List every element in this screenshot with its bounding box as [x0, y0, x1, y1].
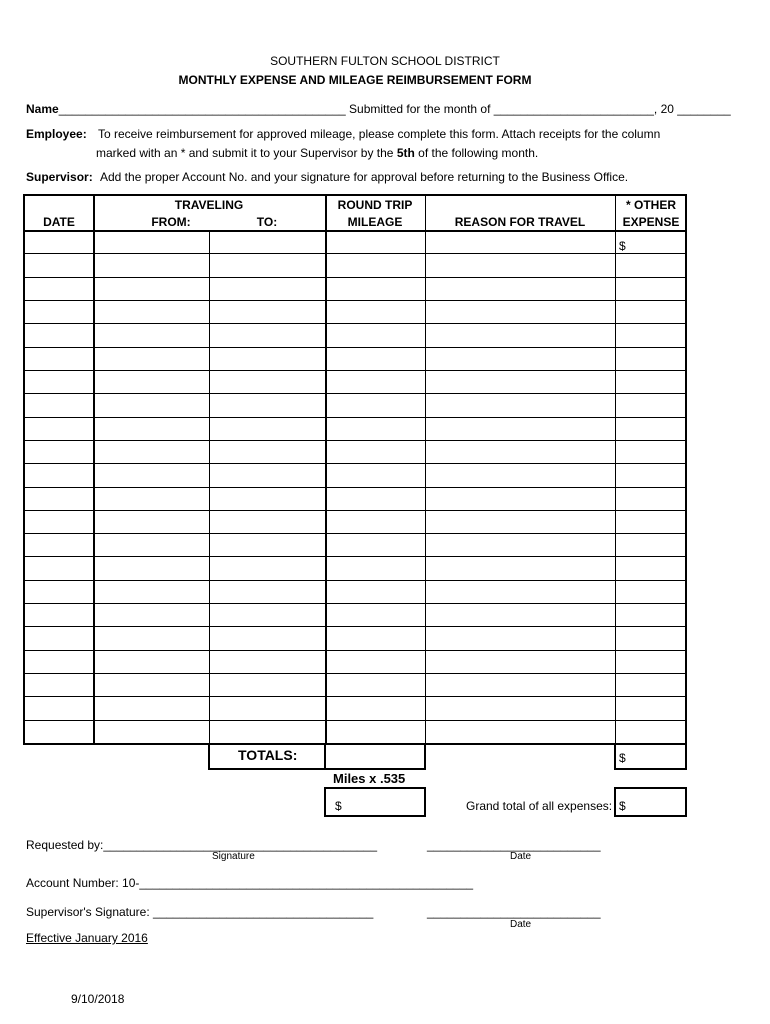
other-expense-cell[interactable] — [617, 489, 683, 508]
total-other-expense-field[interactable] — [614, 743, 687, 770]
row-divider — [25, 533, 685, 534]
other-expense-cell[interactable] — [617, 325, 683, 344]
reason-cell[interactable] — [427, 722, 613, 741]
column-divider — [615, 196, 616, 743]
row-divider — [25, 626, 685, 627]
total-dollar-sign: $ — [619, 751, 626, 765]
signature-caption: Signature — [212, 851, 255, 862]
header-expense: EXPENSE — [622, 215, 680, 229]
mileage-cell[interactable] — [327, 302, 423, 321]
to-cell[interactable] — [211, 419, 323, 438]
expense-table — [23, 194, 687, 745]
from-cell[interactable] — [95, 255, 207, 274]
to-cell[interactable] — [211, 465, 323, 484]
supervisor-instructions: Add the proper Account No. and your signature for approval before returning to the Business Office. — [100, 170, 629, 184]
mileage-cell[interactable] — [327, 279, 423, 298]
reason-cell[interactable] — [427, 419, 613, 438]
header-reason: REASON FOR TRAVEL — [454, 215, 586, 229]
date-cell[interactable] — [27, 489, 91, 508]
date-cell[interactable] — [27, 722, 91, 741]
name-row — [26, 102, 731, 116]
from-cell[interactable] — [95, 489, 207, 508]
date-cell[interactable] — [27, 512, 91, 531]
name-label: Name — [26, 102, 59, 116]
mileage-cell[interactable] — [327, 558, 423, 577]
from-cell[interactable] — [95, 512, 207, 531]
reason-cell[interactable] — [427, 675, 613, 694]
from-cell[interactable] — [95, 302, 207, 321]
to-cell[interactable] — [211, 582, 323, 601]
instructions-text-b: of the following month. — [414, 146, 539, 160]
from-cell[interactable] — [95, 465, 207, 484]
totals-label: TOTALS: — [238, 747, 298, 763]
date-cell[interactable] — [27, 302, 91, 321]
date-cell[interactable] — [27, 675, 91, 694]
other-expense-cell[interactable] — [617, 395, 683, 414]
row-divider — [25, 720, 685, 721]
mileage-cell[interactable] — [327, 465, 423, 484]
to-cell[interactable] — [211, 558, 323, 577]
mileage-cell[interactable] — [327, 325, 423, 344]
date-cell[interactable] — [27, 698, 91, 717]
from-cell[interactable] — [95, 349, 207, 368]
mileage-cell[interactable] — [327, 535, 423, 554]
to-cell[interactable] — [211, 535, 323, 554]
date-cell[interactable] — [27, 628, 91, 647]
mileage-cell[interactable] — [327, 582, 423, 601]
date-cell[interactable] — [27, 419, 91, 438]
to-cell[interactable] — [211, 675, 323, 694]
other-expense-cell[interactable] — [617, 349, 683, 368]
name-field[interactable]: ___________________________________________ — [58, 102, 346, 116]
grand-total-field[interactable] — [614, 787, 687, 817]
row-divider — [25, 300, 685, 301]
supervisor-date-caption: Date — [510, 919, 532, 930]
mileage-cell[interactable] — [327, 372, 423, 391]
mileage-cell[interactable] — [327, 442, 423, 461]
request-date-field[interactable]: __________________________ — [427, 838, 601, 852]
from-cell[interactable] — [95, 558, 207, 577]
supervisor-signature-field[interactable]: Supervisor's Signature: _________________________________ — [26, 905, 374, 919]
row-divider — [25, 440, 685, 441]
date-cell[interactable] — [27, 325, 91, 344]
print-date: 9/10/2018 — [71, 992, 125, 1006]
other-expense-cell[interactable] — [617, 652, 683, 671]
row-divider — [25, 253, 685, 254]
employee-label: Employee: — [26, 127, 87, 141]
miles-rate: Miles x .535 — [333, 771, 406, 786]
requested-by-field[interactable]: Requested by:_________________________________________ — [26, 838, 378, 852]
other-expense-cell[interactable] — [617, 465, 683, 484]
to-cell[interactable] — [211, 489, 323, 508]
reason-cell[interactable] — [427, 395, 613, 414]
reason-cell[interactable] — [427, 582, 613, 601]
to-cell[interactable] — [211, 722, 323, 741]
from-cell[interactable] — [95, 628, 207, 647]
other-expense-cell[interactable] — [617, 372, 683, 391]
row-divider — [25, 510, 685, 511]
from-cell[interactable] — [95, 675, 207, 694]
other-expense-cell[interactable] — [617, 255, 683, 274]
from-cell[interactable] — [95, 582, 207, 601]
date-cell[interactable] — [27, 395, 91, 414]
mileage-cell[interactable] — [327, 722, 423, 741]
reason-cell[interactable] — [427, 302, 613, 321]
header-traveling: TRAVELING — [174, 198, 244, 212]
to-cell[interactable] — [211, 255, 323, 274]
mileage-dollar-sign: $ — [335, 799, 342, 813]
from-cell[interactable] — [95, 279, 207, 298]
header-round-trip: ROUND TRIP — [337, 198, 413, 212]
supervisor-date-field[interactable]: __________________________ — [427, 905, 601, 919]
supervisor-label: Supervisor: — [26, 170, 93, 184]
to-cell[interactable] — [211, 442, 323, 461]
employee-instructions-line1: To receive reimbursement for approved mileage, please complete this form. Attach receipts for the column — [98, 127, 661, 141]
to-cell[interactable] — [211, 372, 323, 391]
mileage-cell[interactable] — [327, 698, 423, 717]
row-divider — [25, 370, 685, 371]
header-other: * OTHER — [625, 198, 676, 212]
other-expense-cell[interactable] — [617, 675, 683, 694]
account-number-field[interactable]: Account Number: 10-__________________________________________________ — [26, 876, 474, 890]
reason-cell[interactable] — [427, 442, 613, 461]
row-divider — [25, 393, 685, 394]
reason-cell[interactable] — [427, 279, 613, 298]
first-row-dollar-sign: $ — [619, 239, 626, 253]
mileage-cell[interactable] — [327, 512, 423, 531]
from-cell[interactable] — [95, 652, 207, 671]
reason-cell[interactable] — [427, 558, 613, 577]
mileage-cell[interactable] — [327, 605, 423, 624]
date-cell[interactable] — [27, 535, 91, 554]
row-divider — [25, 650, 685, 651]
date-cell[interactable] — [27, 255, 91, 274]
from-cell[interactable] — [95, 442, 207, 461]
reason-cell[interactable] — [427, 605, 613, 624]
row-divider — [25, 673, 685, 674]
from-cell[interactable] — [95, 372, 207, 391]
reason-cell[interactable] — [427, 232, 613, 251]
reason-cell[interactable] — [427, 372, 613, 391]
from-cell[interactable] — [95, 325, 207, 344]
header-from: FROM: — [151, 215, 191, 229]
mileage-cell[interactable] — [327, 652, 423, 671]
to-cell[interactable] — [211, 698, 323, 717]
from-cell[interactable] — [95, 535, 207, 554]
deadline-day: 5th — [396, 146, 415, 160]
header-mileage: MILEAGE — [347, 215, 403, 229]
mileage-cell[interactable] — [327, 675, 423, 694]
request-date-caption: Date — [510, 851, 532, 862]
date-cell[interactable] — [27, 605, 91, 624]
row-divider — [25, 347, 685, 348]
row-divider — [25, 463, 685, 464]
to-cell[interactable] — [211, 232, 323, 251]
reason-cell[interactable] — [427, 512, 613, 531]
submitted-month-field[interactable]: Submitted for the month of ________________________, 20 ________ — [349, 102, 731, 116]
row-divider — [25, 556, 685, 557]
from-cell[interactable] — [95, 605, 207, 624]
to-cell[interactable] — [211, 605, 323, 624]
employee-instructions-line2 — [96, 146, 538, 160]
date-cell[interactable] — [27, 558, 91, 577]
other-expense-cell[interactable] — [617, 302, 683, 321]
mileage-cell[interactable] — [327, 419, 423, 438]
other-expense-cell[interactable] — [617, 582, 683, 601]
district-name: SOUTHERN FULTON SCHOOL DISTRICT — [270, 54, 500, 68]
totals-label-cell — [208, 743, 326, 770]
other-expense-cell[interactable] — [617, 628, 683, 647]
instructions-text-a: marked with an * and submit it to your Supervisor by the — [96, 146, 397, 160]
reason-cell[interactable] — [427, 255, 613, 274]
to-cell[interactable] — [211, 349, 323, 368]
header-to: TO: — [256, 215, 278, 229]
date-cell[interactable] — [27, 442, 91, 461]
row-divider — [25, 323, 685, 324]
form-title: MONTHLY EXPENSE AND MILEAGE REIMBURSEMENT FORM — [178, 73, 532, 87]
reason-cell[interactable] — [427, 535, 613, 554]
from-cell[interactable] — [95, 722, 207, 741]
date-cell[interactable] — [27, 349, 91, 368]
mileage-cell[interactable] — [327, 489, 423, 508]
from-cell[interactable] — [95, 419, 207, 438]
grand-total-label: Grand total of all expenses: — [466, 799, 613, 813]
other-expense-cell[interactable] — [617, 232, 683, 251]
row-divider — [25, 580, 685, 581]
row-divider — [25, 603, 685, 604]
to-cell[interactable] — [211, 279, 323, 298]
date-cell[interactable] — [27, 582, 91, 601]
date-cell[interactable] — [27, 279, 91, 298]
row-divider — [25, 696, 685, 697]
date-cell[interactable] — [27, 372, 91, 391]
other-expense-cell[interactable] — [617, 442, 683, 461]
from-cell[interactable] — [95, 232, 207, 251]
other-expense-cell[interactable] — [617, 279, 683, 298]
to-cell[interactable] — [211, 652, 323, 671]
reason-cell[interactable] — [427, 465, 613, 484]
mileage-amount-field[interactable] — [324, 787, 426, 817]
mileage-cell[interactable] — [327, 349, 423, 368]
reason-cell[interactable] — [427, 489, 613, 508]
other-expense-cell[interactable] — [617, 558, 683, 577]
mileage-cell[interactable] — [327, 628, 423, 647]
row-divider — [25, 487, 685, 488]
row-divider — [25, 417, 685, 418]
date-cell[interactable] — [27, 232, 91, 251]
date-cell[interactable] — [27, 465, 91, 484]
to-cell[interactable] — [211, 302, 323, 321]
other-expense-cell[interactable] — [617, 535, 683, 554]
mileage-cell[interactable] — [327, 395, 423, 414]
reason-cell[interactable] — [427, 325, 613, 344]
row-divider — [25, 277, 685, 278]
to-cell[interactable] — [211, 325, 323, 344]
column-divider — [425, 196, 426, 743]
other-expense-cell[interactable] — [617, 605, 683, 624]
column-divider — [209, 230, 210, 743]
to-cell[interactable] — [211, 395, 323, 414]
from-cell[interactable] — [95, 395, 207, 414]
mileage-cell[interactable] — [327, 232, 423, 251]
other-expense-cell[interactable] — [617, 419, 683, 438]
from-cell[interactable] — [95, 698, 207, 717]
other-expense-cell[interactable] — [617, 722, 683, 741]
to-cell[interactable] — [211, 512, 323, 531]
grand-total-dollar-sign: $ — [619, 799, 626, 813]
other-expense-cell[interactable] — [617, 512, 683, 531]
other-expense-cell[interactable] — [617, 698, 683, 717]
reason-cell[interactable] — [427, 698, 613, 717]
effective-date: Effective January 2016 — [26, 931, 148, 945]
reason-cell[interactable] — [427, 628, 613, 647]
header-date: DATE — [43, 215, 75, 229]
to-cell[interactable] — [211, 628, 323, 647]
mileage-cell[interactable] — [327, 255, 423, 274]
reason-cell[interactable] — [427, 652, 613, 671]
total-mileage-field[interactable] — [324, 743, 426, 770]
reason-cell[interactable] — [427, 349, 613, 368]
date-cell[interactable] — [27, 652, 91, 671]
